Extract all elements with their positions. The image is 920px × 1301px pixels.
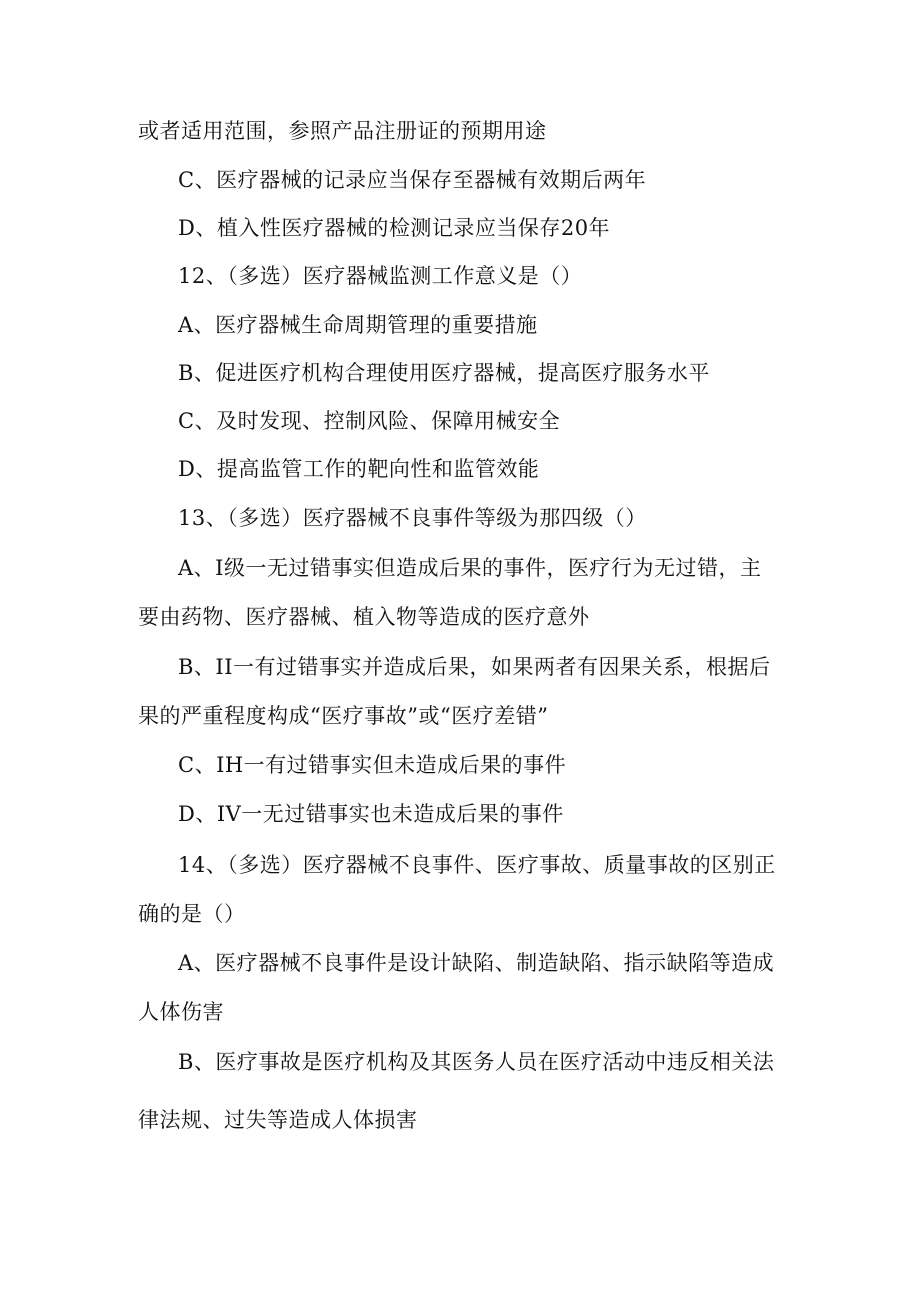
question-12: 12、（多选）医疗器械监测工作意义是（） [178,264,583,288]
option-b: B、促进医疗机构合理使用医疗器械，提高医疗服务水平 [178,361,710,385]
option-b: B、II一有过错事实并造成后果，如果两者有因果关系，根据后 [178,655,771,679]
option-a: A、医疗器械生命周期管理的重要措施 [178,313,538,337]
option-a: A、医疗器械不良事件是设计缺陷、制造缺陷、指示缺陷等造成 [178,951,775,975]
option-b: B、医疗事故是医疗机构及其医务人员在医疗活动中违反相关法 [178,1050,775,1074]
option-d: D、植入性医疗器械的检测记录应当保存20年 [178,216,611,240]
question-14: 14、（多选）医疗器械不良事件、医疗事故、质量事故的区别正 [178,853,776,877]
option-a: A、I级一无过错事实但造成后果的事件，医疗行为无过错，主 [178,556,762,580]
question-14-continuation: 确的是（） [138,902,246,926]
option-c: C、IH一有过错事实但未造成后果的事件 [178,753,567,777]
option-c: C、及时发现、控制风险、保障用械安全 [178,409,561,433]
option-d: D、IV一无过错事实也未造成后果的事件 [178,802,564,826]
option-a-continuation: 要由药物、医疗器械、植入物等造成的医疗意外 [138,605,590,629]
option-b-continuation: 果的严重程度构成“医疗事故”或“医疗差错” [138,704,549,728]
option-b-continuation: 律法规、过失等造成人体损害 [138,1108,418,1132]
option-a-continuation: 人体伤害 [138,1000,224,1024]
text-line-continuation: 或者适用范围，参照产品注册证的预期用途 [138,119,547,143]
option-c: C、医疗器械的记录应当保存至器械有效期后两年 [178,168,647,192]
option-d: D、提高监管工作的靶向性和监管效能 [178,457,540,481]
question-13: 13、（多选）医疗器械不良事件等级为那四级（） [178,506,647,530]
